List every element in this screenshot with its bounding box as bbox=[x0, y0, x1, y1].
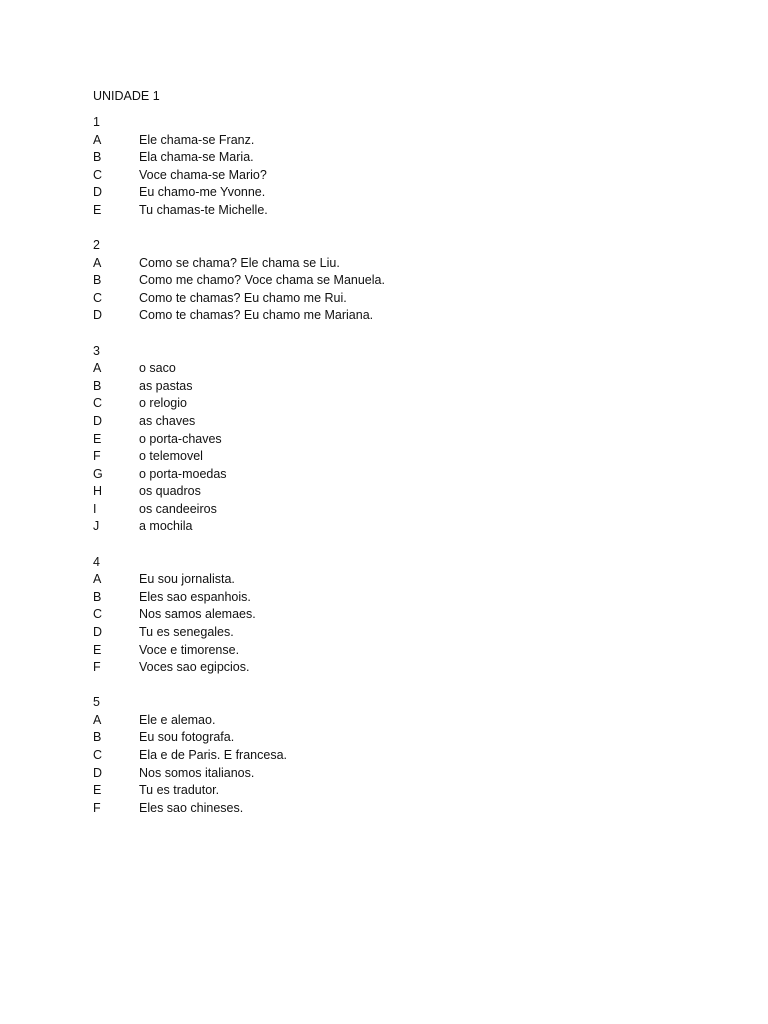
answer-text: Nos samos alemaes. bbox=[139, 607, 256, 622]
answer-text: Tu chamas-te Michelle. bbox=[139, 202, 268, 217]
answer-letter: A bbox=[93, 712, 102, 727]
answer-letter: D bbox=[93, 308, 103, 323]
answer-letter: E bbox=[93, 431, 102, 446]
answer-letter: I bbox=[93, 501, 97, 516]
answer-letter: A bbox=[93, 255, 102, 270]
answer-letter: B bbox=[93, 378, 102, 393]
answer-text: o telemovel bbox=[139, 449, 203, 464]
answer-row bbox=[93, 712, 693, 730]
answer-row bbox=[93, 606, 693, 624]
answer-text: Voces sao egipcios. bbox=[139, 660, 250, 675]
answer-row bbox=[93, 571, 693, 589]
answer-letter: H bbox=[93, 484, 103, 499]
answer-letter: C bbox=[93, 396, 103, 411]
answer-letter: D bbox=[93, 624, 103, 639]
answer-row bbox=[93, 307, 693, 325]
answer-letter: D bbox=[93, 765, 103, 780]
answer-text: Eles sao espanhois. bbox=[139, 589, 251, 604]
answer-row bbox=[93, 132, 693, 150]
answer-text: Voce e timorense. bbox=[139, 642, 240, 657]
answer-letter: B bbox=[93, 589, 102, 604]
answer-row bbox=[93, 448, 693, 466]
answer-text: o relogio bbox=[139, 396, 187, 411]
answer-text: Como me chamo? Voce chama se Manuela. bbox=[139, 273, 385, 288]
answer-text: as pastas bbox=[139, 378, 193, 393]
answer-row bbox=[93, 765, 693, 783]
answer-text: os quadros bbox=[139, 484, 201, 499]
answer-text: Como se chama? Ele chama se Liu. bbox=[139, 255, 340, 270]
answer-text: Ele e alemao. bbox=[139, 712, 216, 727]
answer-text: Como te chamas? Eu chamo me Rui. bbox=[139, 290, 347, 305]
section-number: 5 bbox=[93, 695, 100, 710]
answer-row bbox=[93, 360, 693, 378]
answer-letter: C bbox=[93, 607, 103, 622]
answer-text: Ela chama-se Maria. bbox=[139, 150, 254, 165]
answer-letter: D bbox=[93, 185, 103, 200]
answer-letter: F bbox=[93, 800, 101, 815]
answer-text: o saco bbox=[139, 361, 176, 376]
answer-letter: E bbox=[93, 642, 102, 657]
answer-row bbox=[93, 202, 693, 220]
answer-row bbox=[93, 483, 693, 501]
answer-row bbox=[93, 167, 693, 185]
answer-text: Ele chama-se Franz. bbox=[139, 132, 255, 147]
answer-text: Tu es senegales. bbox=[139, 624, 234, 639]
answer-letter: C bbox=[93, 167, 103, 182]
document-page bbox=[93, 87, 693, 835]
answer-text: o porta-chaves bbox=[139, 431, 222, 446]
answer-row bbox=[93, 747, 693, 765]
answer-letter: J bbox=[93, 519, 100, 534]
answer-letter: B bbox=[93, 150, 102, 165]
answer-row bbox=[93, 290, 693, 308]
answer-text: a mochila bbox=[139, 519, 193, 534]
answer-row bbox=[93, 659, 693, 677]
answer-text: Ela e de Paris. E francesa. bbox=[139, 748, 287, 762]
answer-row bbox=[93, 729, 693, 747]
answer-letter: E bbox=[93, 202, 102, 217]
answer-letter: E bbox=[93, 783, 102, 798]
answer-row bbox=[93, 624, 693, 642]
section-4 bbox=[93, 554, 693, 677]
answer-row bbox=[93, 431, 693, 449]
answer-text: Eu sou jornalista. bbox=[139, 572, 235, 587]
answer-text: Voce chama-se Mario? bbox=[139, 167, 267, 182]
answer-text: o porta-moedas bbox=[139, 466, 227, 481]
answer-row bbox=[93, 184, 693, 202]
section-number: 4 bbox=[93, 554, 100, 569]
answer-text: Como te chamas? Eu chamo me Mariana. bbox=[139, 308, 374, 323]
answer-text: Eles sao chineses. bbox=[139, 800, 244, 815]
section-5 bbox=[93, 694, 693, 817]
section-1 bbox=[93, 114, 693, 220]
answer-letter: A bbox=[93, 132, 102, 147]
answer-row bbox=[93, 395, 693, 413]
answer-letter: A bbox=[93, 572, 102, 587]
answer-row bbox=[93, 518, 693, 536]
section-number: 1 bbox=[93, 115, 100, 129]
answer-text: Nos somos italianos. bbox=[139, 765, 255, 780]
answer-row bbox=[93, 255, 693, 273]
answer-text: os candeeiros bbox=[139, 501, 217, 516]
answer-letter: F bbox=[93, 660, 101, 675]
answer-text: Tu es tradutor. bbox=[139, 783, 220, 798]
answer-row bbox=[93, 413, 693, 431]
answer-row bbox=[93, 378, 693, 396]
answer-row bbox=[93, 800, 693, 818]
section-3 bbox=[93, 343, 693, 537]
unit-title: UNIDADE 1 bbox=[93, 89, 160, 103]
answer-row bbox=[93, 501, 693, 519]
answer-letter: C bbox=[93, 748, 103, 762]
answer-text: Eu sou fotografa. bbox=[139, 730, 235, 745]
answer-text: Eu chamo-me Yvonne. bbox=[139, 185, 266, 200]
answer-row bbox=[93, 782, 693, 800]
section-2 bbox=[93, 237, 693, 325]
answer-letter: B bbox=[93, 730, 102, 745]
section-number: 2 bbox=[93, 238, 100, 253]
answer-text: as chaves bbox=[139, 413, 196, 428]
answer-row bbox=[93, 589, 693, 607]
answer-row bbox=[93, 466, 693, 484]
answer-letter: D bbox=[93, 413, 103, 428]
answer-letter: B bbox=[93, 273, 102, 288]
answer-row bbox=[93, 149, 693, 167]
answer-letter: G bbox=[93, 466, 103, 481]
answer-letter: F bbox=[93, 449, 101, 464]
answer-letter: A bbox=[93, 361, 102, 376]
answer-letter: C bbox=[93, 290, 103, 305]
answer-row bbox=[93, 272, 693, 290]
section-number: 3 bbox=[93, 343, 100, 358]
answer-row bbox=[93, 642, 693, 660]
